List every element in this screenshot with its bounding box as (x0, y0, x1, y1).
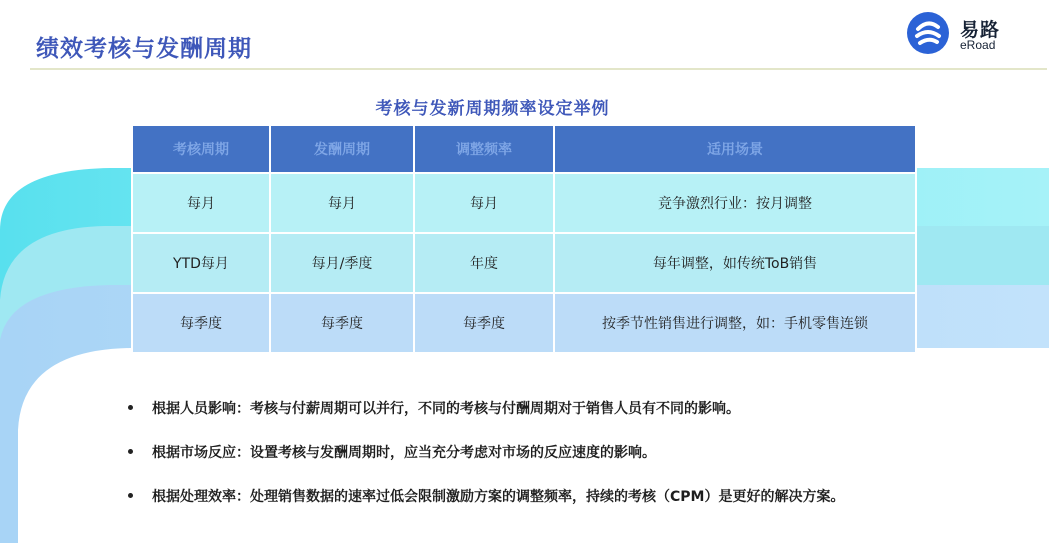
table-cell: 年度 (414, 233, 554, 293)
table-row (132, 293, 916, 353)
table-cell: YTD每月 (132, 233, 270, 293)
header-adjust-frequency: 调整频率 (414, 125, 554, 173)
header-scenario: 适用场景 (554, 125, 916, 173)
header-assessment-cycle: 考核周期 (132, 125, 270, 173)
bullet-dot-icon (128, 493, 133, 498)
table-cell: 每月/季度 (270, 233, 414, 293)
logo-name-cn: 易路 (960, 19, 1001, 41)
bullet-dot-icon (128, 405, 133, 410)
table-header-row (132, 125, 916, 173)
list-item (128, 442, 844, 466)
bullet-dot-icon (128, 449, 133, 454)
bullet-text: 根据人员影响：考核与付薪周期可以并行，不同的考核与付酬周期对于销售人员有不同的影响。 (152, 401, 740, 417)
header-pay-cycle: 发酬周期 (270, 125, 414, 173)
table-cell: 每年调整，如传统ToB销售 (554, 233, 916, 293)
table-cell: 竞争激烈行业：按月调整 (554, 173, 916, 233)
table-row (132, 173, 916, 233)
logo-name-en: eRoad (960, 38, 996, 52)
page-title: 绩效考核与发酬周期 (36, 36, 252, 62)
table-cell: 每月 (414, 173, 554, 233)
title-divider (30, 68, 1047, 70)
brand-logo (907, 12, 1047, 56)
list-item (128, 398, 844, 422)
bullet-text: 根据处理效率：处理销售数据的速率过低会限制激励方案的调整频率，持续的考核（CPM）是更好的解决方案。 (152, 489, 845, 505)
table-cell: 每季度 (132, 293, 270, 353)
table-caption: 考核与发新周期频率设定举例 (375, 99, 610, 119)
table-cell: 按季节性销售进行调整，如：手机零售连锁 (554, 293, 916, 353)
eroad-logo-icon (907, 12, 949, 54)
table-cell: 每季度 (414, 293, 554, 353)
table-row (132, 233, 916, 293)
list-item (128, 486, 844, 510)
cycle-frequency-table (131, 124, 917, 354)
bullet-list (128, 398, 844, 530)
table-cell: 每月 (132, 173, 270, 233)
table-cell: 每月 (270, 173, 414, 233)
table-cell: 每季度 (270, 293, 414, 353)
bullet-text: 根据市场反应：设置考核与发酬周期时，应当充分考虑对市场的反应速度的影响。 (152, 445, 656, 461)
